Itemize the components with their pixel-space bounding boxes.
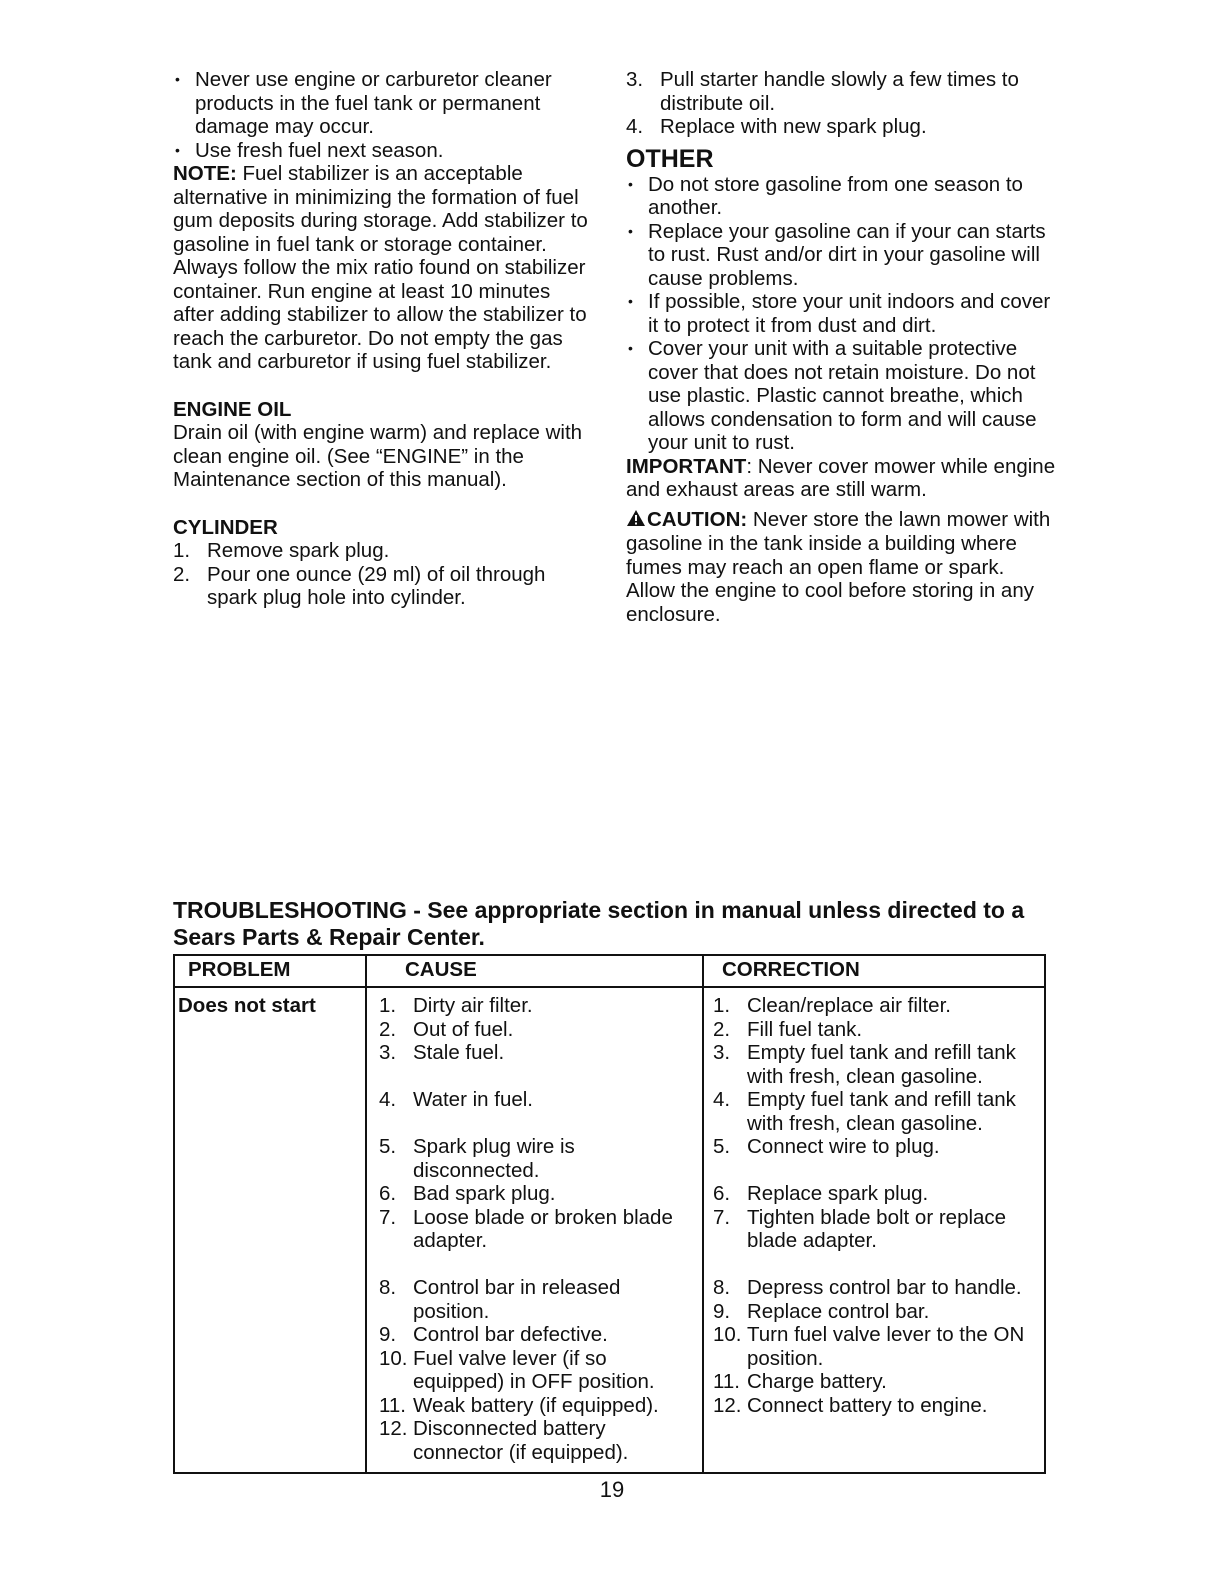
item-text: Stale fuel. [413,1041,505,1064]
list-item [713,994,1045,1018]
item-number: 11. [713,1370,740,1393]
caution-label: CAUTION: [647,507,748,531]
item-text: Clean/replace air filter. [747,994,951,1017]
item-text: Disconnected battery connector (if equipped). [413,1417,629,1464]
item-number: 7. [713,1205,731,1229]
item-number: 2. [713,1017,731,1041]
list-item [379,994,697,1018]
step-text: Pour one ounce (29 ml) of oil through spark plug hole into cylinder. [207,562,546,609]
header-cause: CAUSE [405,958,477,981]
list-item: • Never use engine or carburetor cleaner products in the fuel tank or permanent damage may occur. [173,68,593,139]
warning-triangle-icon [626,509,646,533]
item-text: Charge battery. [747,1370,887,1393]
important-text: : Never cover mower while engine and exhaust areas are still warm. [626,454,1056,501]
step-number: 3. [626,68,644,91]
note-label: NOTE: [173,162,237,185]
list-item [713,1088,1045,1135]
item-text: Spark plug wire is disconnected. [413,1135,575,1182]
list-item [379,1323,697,1347]
item-number: 1. [713,994,731,1017]
troubleshooting-table [173,954,1046,1474]
correction-cell [713,994,1045,1417]
caution-paragraph [626,508,1056,627]
item-text: Fill fuel tank. [747,1017,863,1041]
item-text: Connect battery to engine. [747,1393,988,1417]
troubleshooting-heading: TROUBLESHOOTING - See appropriate section in manual unless directed to a Sears Parts & Repair Center. [173,897,1025,950]
list-item [379,1135,697,1182]
list-item [713,1206,1045,1253]
important-label: IMPORTANT [626,454,747,478]
step-text: Remove spark plug. [207,539,390,562]
list-item [713,1135,1045,1159]
item-text: Connect wire to plug. [747,1135,940,1158]
item-number: 9. [379,1323,397,1346]
header-correction: CORRECTION [722,958,860,981]
list-item [379,1088,697,1112]
cause-list [379,994,697,1464]
item-text: Turn fuel valve lever to the ON position. [747,1323,1025,1370]
step-number: 2. [173,562,191,586]
item-text: Out of fuel. [413,1017,514,1041]
list-item [379,1041,697,1065]
list-item [713,1276,1045,1300]
other-heading: OTHER [626,144,714,173]
list-item [626,68,1056,115]
item-text: Bad spark plug. [413,1182,556,1205]
column-divider [365,956,367,1472]
item-number: 2. [379,1017,397,1041]
item-text: Replace control bar. [747,1299,930,1323]
list-item [379,1276,697,1323]
column-divider [702,956,704,1472]
fuel-bullet-list [173,68,593,162]
list-item [379,1206,697,1253]
engine-oil-text: Drain oil (with engine warm) and replace with clean engine oil. (See “ENGINE” in the Maintenance section of this manual). [173,421,583,491]
item-text: Tighten blade bolt or replace blade adapter. [747,1205,1007,1252]
step-number: 4. [626,115,644,138]
table-header-row [175,956,1044,988]
item-number: 12. [713,1393,742,1417]
note-paragraph [173,162,593,374]
cylinder-steps [173,539,593,610]
item-text: Loose blade or broken blade adapter. [413,1205,673,1252]
item-text: Empty fuel tank and refill tank with fresh, clean gasoline. [747,1088,1016,1135]
list-item [713,1323,1045,1370]
item-text: Dirty air filter. [413,994,533,1017]
other-bullet-list [626,173,1056,455]
item-number: 11. [379,1393,406,1417]
list-item [173,539,593,563]
cylinder-steps-continued [626,68,1056,139]
item-number: 8. [713,1276,731,1299]
cause-cell [379,994,697,1464]
problem-cell: Does not start [178,994,316,1017]
item-number: 6. [713,1182,731,1205]
right-column [626,68,1056,626]
list-item [713,1041,1045,1088]
list-item [713,1394,1045,1418]
item-number: 3. [713,1041,731,1064]
step-text: Pull starter handle slowly a few times to distribute oil. [660,68,1019,115]
item-number: 6. [379,1182,397,1205]
caution-text: Never store the lawn mower with gasoline in the tank inside a building where fumes may reach an open flame or spark. Allow the engine to cool before storing in any enclosure. [626,507,1051,626]
list-item [379,1018,697,1042]
correction-list [713,994,1045,1417]
page-number: 19 [599,1477,625,1502]
item-text: Fuel valve lever (if so equipped) in OFF position. [413,1346,655,1393]
item-text: Empty fuel tank and refill tank with fresh, clean gasoline. [747,1041,1016,1088]
list-item: • If possible, store your unit indoors and cover it to protect it from dust and dirt. [626,290,1056,337]
item-text: Replace spark plug. [747,1182,929,1205]
list-item [379,1394,697,1418]
list-item: • Replace your gasoline can if your can starts to rust. Rust and/or dirt in your gasoline will cause problems. [626,220,1056,291]
note-text: Fuel stabilizer is an acceptable alternative in minimizing the formation of fuel gum deposits during storage. Add stabilizer to gasoline in fuel tank or storage container. Always follow the mix ratio found on stabilizer container. Run engine at least 10 minutes after adding stabilizer to allow the stabilizer to reach the carburetor. Do not empty the gas tank and carburetor if using fuel stabilizer. [173,162,588,373]
item-text: Water in fuel. [413,1088,534,1111]
list-item [713,1300,1045,1324]
list-item: • Cover your unit with a suitable protective cover that does not retain moisture. Do not use plastic. Plastic cannot breathe, which allows condensation to form and will cause your unit to rust. [626,337,1056,455]
item-number: 10. [379,1346,408,1370]
item-number: 7. [379,1205,397,1229]
item-text: Weak battery (if equipped). [413,1393,659,1417]
item-number: 10. [713,1323,742,1346]
item-text: Depress control bar to handle. [747,1276,1022,1299]
item-number: 12. [379,1417,408,1440]
item-text: Control bar in released position. [413,1276,621,1323]
list-item [713,1370,1045,1394]
list-item: • Use fresh fuel next season. [173,139,593,163]
list-item [173,563,593,610]
left-column [173,68,593,610]
item-number: 8. [379,1276,397,1299]
list-item [713,1018,1045,1042]
item-number: 4. [379,1088,397,1111]
list-item [379,1417,697,1464]
list-item [713,1182,1045,1206]
list-item [626,115,1056,139]
engine-oil-heading: ENGINE OIL [173,397,292,421]
header-problem: PROBLEM [188,958,291,981]
step-number: 1. [173,539,191,562]
item-text: Control bar defective. [413,1323,608,1346]
item-number: 5. [379,1135,397,1158]
list-item [379,1182,697,1206]
list-item: • Do not store gasoline from one season to another. [626,173,1056,220]
cylinder-heading: CYLINDER [173,515,278,539]
item-number: 9. [713,1299,731,1323]
list-item [379,1347,697,1394]
step-text: Replace with new spark plug. [660,115,927,138]
item-number: 5. [713,1135,731,1158]
item-number: 3. [379,1041,397,1064]
item-number: 1. [379,994,397,1017]
important-paragraph [626,455,1056,502]
item-number: 4. [713,1088,731,1111]
